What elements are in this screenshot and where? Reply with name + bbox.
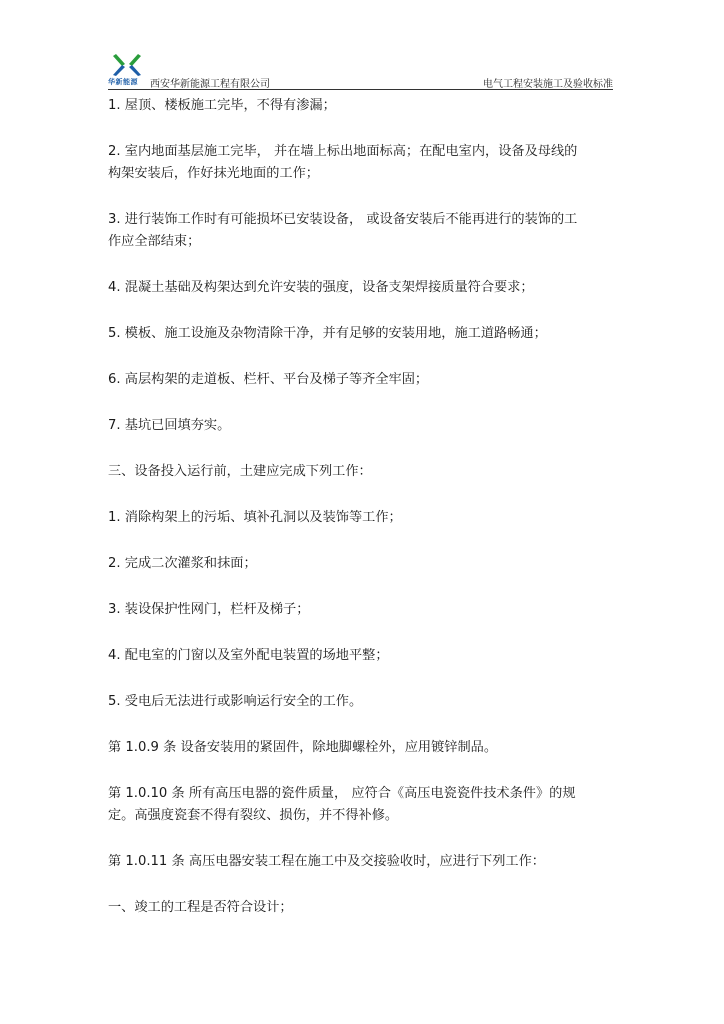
paragraph-line: 5. 受电后无法进行或影响运行安全的工作。: [108, 694, 363, 709]
paragraph: [108, 553, 613, 575]
company-logo: [108, 52, 148, 88]
paragraph-line: 7. 基坑已回填夯实。: [108, 418, 231, 433]
company-name: 西安华新能源工程有限公司: [150, 79, 270, 90]
paragraph-line: 作应全部结束；: [108, 234, 201, 249]
paragraph-line: 4. 混凝土基础及构架达到允许安装的强度，设备支架焊接质量符合要求；: [108, 280, 534, 295]
paragraph: [108, 323, 613, 345]
page-header: [108, 52, 613, 90]
paragraph: [108, 461, 613, 483]
paragraph-line: 第 1.0.10 条 所有高压电器的瓷件质量， 应符合《高压电瓷瓷件技术条件》的规: [108, 786, 576, 801]
paragraph-line: 1. 屋顶、楼板施工完毕，不得有渗漏；: [108, 98, 336, 113]
paragraph: [108, 369, 613, 391]
paragraph: [108, 851, 613, 873]
paragraph-line: 4. 配电室的门窗以及室外配电装置的场地平整；: [108, 648, 389, 663]
document-title: 电气工程安装施工及验收标准: [483, 79, 613, 90]
paragraph-line: 构架安装后，作好抹光地面的工作；: [108, 166, 319, 181]
document-body: [108, 95, 613, 943]
paragraph: [108, 277, 613, 299]
paragraph: [108, 737, 613, 759]
paragraph-line: 一、竣工的工程是否符合设计；: [108, 900, 293, 915]
paragraph: [108, 691, 613, 713]
paragraph-line: 三、设备投入运行前，土建应完成下列工作：: [108, 464, 372, 479]
paragraph: [108, 897, 613, 919]
paragraph-line: 6. 高层构架的走道板、栏杆、平台及梯子等齐全牢固；: [108, 372, 429, 387]
paragraph: [108, 599, 613, 621]
paragraph-line: 第 1.0.11 条 高压电器安装工程在施工中及交接验收时，应进行下列工作：: [108, 854, 545, 869]
paragraph-line: 2. 完成二次灌浆和抹面；: [108, 556, 257, 571]
paragraph-line: 3. 装设保护性网门，栏杆及梯子；: [108, 602, 310, 617]
paragraph-line: 3. 进行装饰工作时有可能损坏已安装设备， 或设备安装后不能再进行的装饰的工: [108, 212, 578, 227]
logo-text: 华新能源: [108, 78, 138, 86]
paragraph-line: 2. 室内地面基层施工完毕， 并在墙上标出地面标高；在配电室内，设备及母线的: [108, 144, 578, 159]
paragraph: [108, 645, 613, 667]
logo-x-icon: [108, 52, 148, 78]
paragraph: [108, 415, 613, 437]
paragraph: [108, 507, 613, 529]
paragraph-line: 定。高强度瓷套不得有裂纹、损伤，并不得补修。: [108, 808, 399, 823]
header-divider: [108, 89, 613, 90]
paragraph-line: 第 1.0.9 条 设备安装用的紧固件，除地脚螺栓外，应用镀锌制品。: [108, 740, 498, 755]
paragraph-line: 1. 消除构架上的污垢、填补孔洞以及装饰等工作；: [108, 510, 402, 525]
paragraph: [108, 209, 613, 253]
paragraph: [108, 95, 613, 117]
paragraph: [108, 141, 613, 185]
paragraph: [108, 783, 613, 827]
paragraph-line: 5. 模板、施工设施及杂物清除干净，并有足够的安装用地，施工道路畅通；: [108, 326, 547, 341]
